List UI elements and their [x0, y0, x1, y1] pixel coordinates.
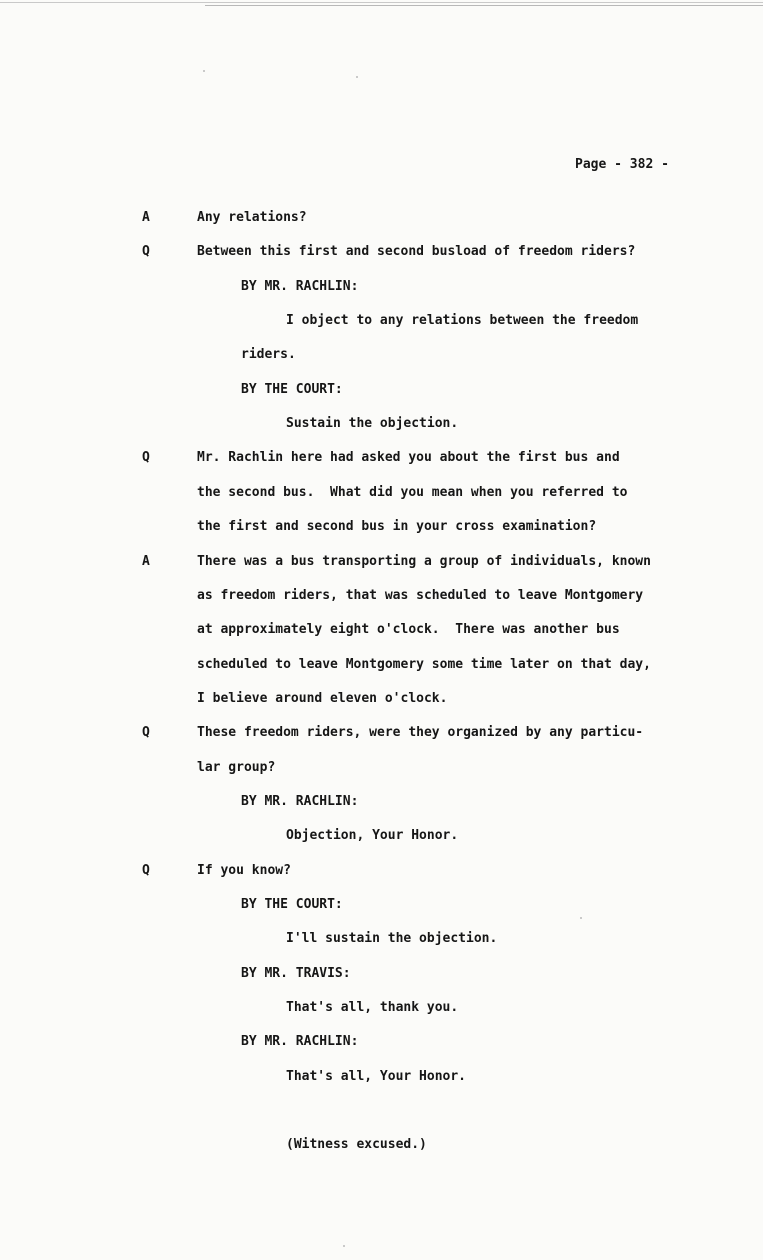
answer-line: There was a bus transporting a group of individuals, known — [197, 553, 651, 569]
question-marker: Q — [142, 450, 150, 466]
question-line: the first and second bus in your cross examination? — [197, 519, 597, 535]
question-marker: Q — [142, 244, 150, 260]
scan-speck — [203, 70, 205, 72]
statement-line: I object to any relations between the freedom — [286, 313, 639, 329]
speaker-heading: BY MR. RACHLIN: — [241, 278, 359, 294]
speaker-heading: BY THE COURT: — [241, 897, 343, 912]
statement-line: That's all, Your Honor. — [286, 1068, 467, 1084]
answer-line: at approximately eight o'clock. There was another bus — [197, 622, 620, 638]
scan-edge-line — [0, 2, 763, 3]
answer-line: I believe around eleven o'clock. — [197, 690, 448, 706]
statement-line: riders. — [241, 347, 296, 363]
question-line: Between this first and second busload of freedom riders? — [197, 244, 636, 260]
speaker-heading: BY MR. RACHLIN: — [241, 793, 359, 809]
page-number: Page - 382 - — [575, 157, 669, 172]
scan-edge-line — [205, 5, 763, 6]
proceeding-note: (Witness excused.) — [286, 1137, 427, 1153]
statement-line: Objection, Your Honor. — [286, 828, 459, 844]
question-marker: Q — [142, 862, 150, 878]
answer-marker: A — [142, 553, 150, 569]
question-line: Mr. Rachlin here had asked you about the first bus and — [197, 450, 620, 466]
answer-marker: A — [142, 210, 150, 225]
scan-speck — [356, 76, 358, 78]
scan-speck — [580, 917, 582, 919]
scan-speck — [343, 1245, 345, 1247]
statement-line: I'll sustain the objection. — [286, 931, 498, 947]
answer-line: scheduled to leave Montgomery some time later on that day, — [197, 656, 651, 672]
speaker-heading: BY MR. RACHLIN: — [241, 1034, 359, 1050]
question-line: These freedom riders, were they organized by any particu- — [197, 725, 644, 741]
question-marker: Q — [142, 725, 150, 741]
speaker-heading: BY MR. TRAVIS: — [241, 965, 351, 981]
answer-line: Any relations? — [197, 210, 307, 225]
statement-line: That's all, thank you. — [286, 1000, 459, 1016]
question-line: lar group? — [197, 759, 276, 775]
speaker-heading: BY THE COURT: — [241, 381, 343, 397]
statement-line: Sustain the objection. — [286, 416, 459, 432]
question-line: If you know? — [197, 862, 291, 878]
question-line: the second bus. What did you mean when you referred to — [197, 484, 628, 500]
answer-line: as freedom riders, that was scheduled to leave Montgomery — [197, 587, 644, 603]
